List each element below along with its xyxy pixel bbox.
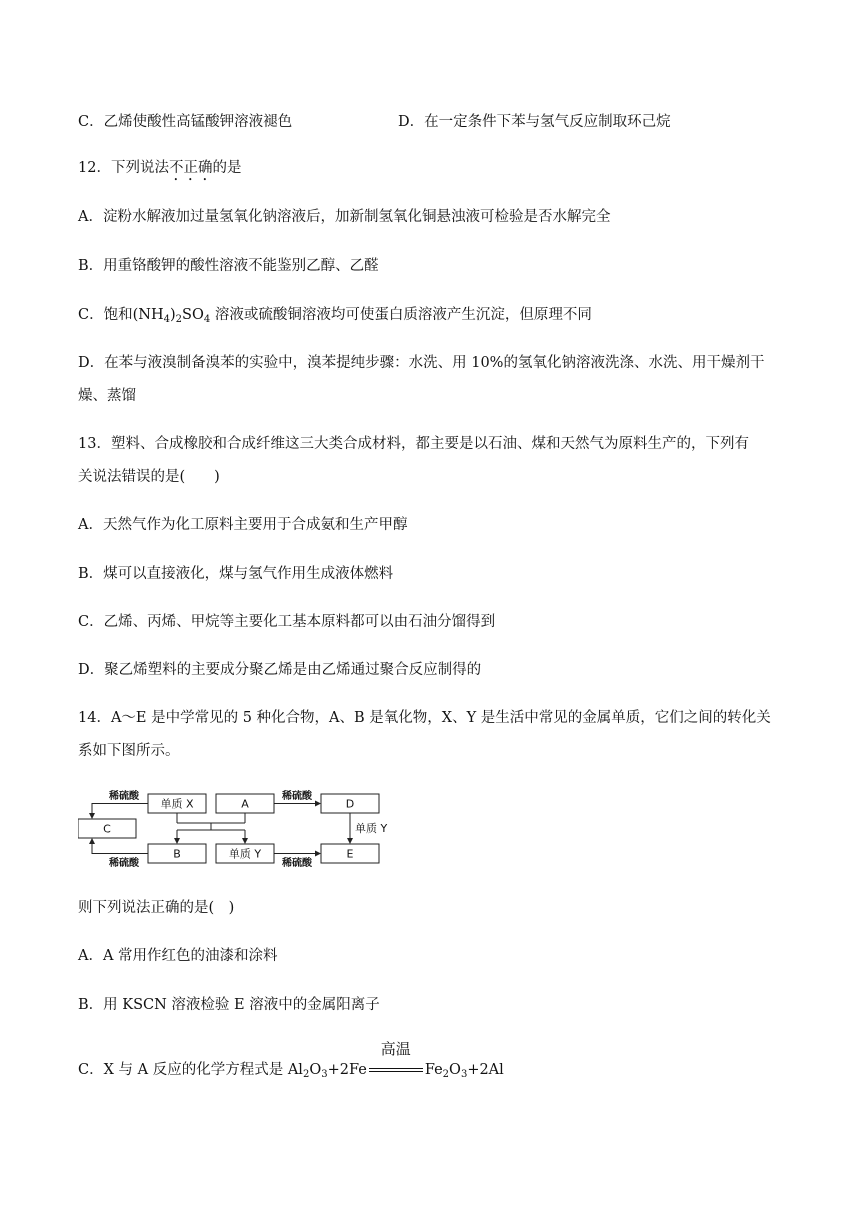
q11-option-c: C．乙烯使酸性高锰酸钾溶液褪色 (78, 114, 293, 130)
q12-stem (78, 158, 241, 184)
q12-option-d-line1: D．在苯与液溴制备溴苯的实验中，溴苯提纯步骤：水洗、用 10%的氢氧化钠溶液洗涤、水洗、用干燥剂干 (78, 355, 765, 371)
q13-option-c: C．乙烯、丙烯、甲烷等主要化工基本原料都可以由石油分馏得到 (78, 614, 496, 630)
conversion-diagram (78, 784, 388, 868)
q14-option-c (78, 1040, 504, 1080)
q12-c-text-2: ) (169, 307, 176, 323)
label-b-to-c: 稀硫酸 (109, 858, 139, 868)
reaction-condition-label: 高温 (380, 1040, 411, 1058)
q12-option-b: B．用重铬酸钾的酸性溶液不能鉴别乙醇、乙醛 (78, 258, 379, 274)
q12-c-sub-1: 4 (163, 314, 170, 325)
q12-stem-emphasis: 不正确 (168, 160, 213, 176)
box-x-label: 单质 X (160, 797, 194, 811)
q12-c-text-1: C．饱和(NH (78, 307, 164, 323)
reaction-condition (367, 1040, 425, 1080)
box-a-label: A (241, 797, 249, 811)
q14-option-a: A．A 常用作红色的油漆和涂料 (78, 948, 278, 964)
q14-stem-line2: 系如下图所示。 (78, 743, 180, 759)
q12-c-text-4: 溶液或硫酸铜溶液均可使蛋白质溶液产生沉淀，但原理不同 (210, 307, 592, 323)
q14-c-sub-4: 3 (460, 1069, 468, 1080)
q12-option-c (78, 305, 592, 330)
q14-question: 则下列说法正确的是( ) (78, 900, 235, 916)
equal-bar-bottom (369, 1071, 423, 1072)
q13-option-d: D．聚乙烯塑料的主要成分聚乙烯是由乙烯通过聚合反应制得的 (78, 662, 482, 678)
q12-c-sub-3: 4 (203, 314, 211, 325)
q12-stem-pre: 12．下列说法 (78, 160, 169, 176)
equal-bar-top (369, 1068, 423, 1069)
q13-option-a: A．天然气作为化工原料主要用于合成氨和生产甲醇 (78, 517, 408, 533)
q14-option-b: B．用 KSCN 溶液检验 E 溶液中的金属阳离子 (78, 997, 380, 1013)
q14-c-sub-1: 2 (302, 1069, 310, 1080)
label-d-to-e: 单质 Y (355, 822, 388, 835)
box-y-label: 单质 Y (228, 847, 262, 861)
q12-c-sub-2: 2 (175, 314, 183, 325)
box-c-label: C (103, 822, 111, 836)
label-a-to-d: 稀硫酸 (282, 791, 312, 802)
label-y-to-e: 稀硫酸 (282, 858, 312, 868)
box-b-label: B (173, 847, 181, 861)
q12-option-d-line2: 燥、蒸馏 (78, 388, 136, 404)
q14-c-sub-3: 2 (442, 1069, 450, 1080)
q14-c-text-5: O (449, 1062, 461, 1078)
q11-option-d: D．在一定条件下苯与氢气反应制取环己烷 (398, 114, 671, 130)
label-x-to-c: 稀硫酸 (109, 791, 139, 802)
q12-c-text-3: SO (182, 307, 204, 323)
q14-c-text-2: O (309, 1062, 322, 1078)
q14-c-text-6: +2Al (467, 1062, 504, 1078)
q14-c-text-1: C．X 与 A 反应的化学方程式是 Al (78, 1062, 303, 1078)
q12-option-a: A．淀粉水解液加过量氢氧化钠溶液后，加新制氢氧化铜悬浊液可检验是否水解完全 (78, 209, 611, 225)
q14-c-sub-2: 3 (321, 1069, 328, 1080)
q13-stem-line1: 13．塑料、合成橡胶和合成纤维这三大类合成材料，都主要是以石油、煤和天然气为原料生产的，下列有 (78, 436, 749, 452)
box-d-label: D (345, 797, 355, 811)
q13-option-b: B．煤可以直接液化，煤与氢气作用生成液体燃料 (78, 566, 394, 582)
q13-stem-line2: 关说法错误的是( ) (78, 469, 220, 485)
q14-c-text-3: +2Fe (327, 1062, 367, 1078)
q14-stem-line1: 14．A～E 是中学常见的 5 种化合物，A、B 是氧化物，X、Y 是生活中常见的金属单质，它们之间的转化关 (78, 710, 771, 726)
q14-c-text-4: Fe (424, 1062, 443, 1078)
box-e-label: E (346, 847, 354, 861)
q12-stem-post: 的是 (212, 160, 242, 176)
